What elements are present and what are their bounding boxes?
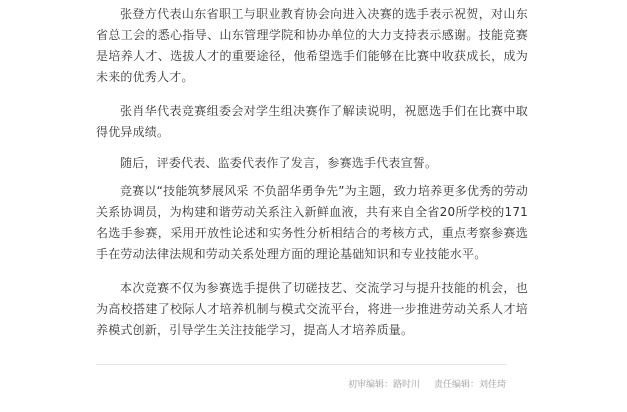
editor-credits <box>348 377 506 390</box>
responsible-editor-name: 刘佳琦 <box>478 380 506 390</box>
responsible-editor-label: 责任编辑： <box>433 380 479 390</box>
paragraph-2: 张肖华代表竞赛组委会对学生组决赛作了解读说明，祝愿选手们在比赛中取得优异成绩。 <box>96 104 528 139</box>
paragraph-5: 本次竞赛不仅为参赛选手提供了切磋技艺、交流学习与提升技能的机会，也为高校搭建了校际人才培养机制与模式交流平台，将进一步推进劳动关系人才培养模式创新，引导学生关注技能学习，提高人才培养质量。 <box>96 281 528 337</box>
footer-divider <box>96 364 506 365</box>
first-editor-name: 路时川 <box>392 380 420 390</box>
first-editor-label: 初审编辑： <box>347 380 393 390</box>
paragraph-1: 张登方代表山东省职工与职业教育协会向进入决赛的选手表示祝贺，对山东省总工会的悉心指导、山东管理学院和协办单位的大力支持表示感谢。技能竞赛是培养人才、选拔人才的重要途径，他希望选手们能够在比赛中收获成长，成为未来的优秀人才。 <box>96 7 528 84</box>
paragraph-3: 随后，评委代表、监委代表作了发言，参赛选手代表宣誓。 <box>120 156 438 170</box>
paragraph-4: 竞赛以“技能筑梦展风采 不负韶华勇争先”为主题，致力培养更多优秀的劳动关系协调员，为构建和谐劳动关系注入新鲜血液，共有来自全省20所学校的171名选手参赛，采用开放性论述和实务性分析相结合的考核方式，重点考察参赛选手在劳动法律法规和劳动关系处理方面的理论基础知识和专业技能水平。 <box>96 184 528 261</box>
